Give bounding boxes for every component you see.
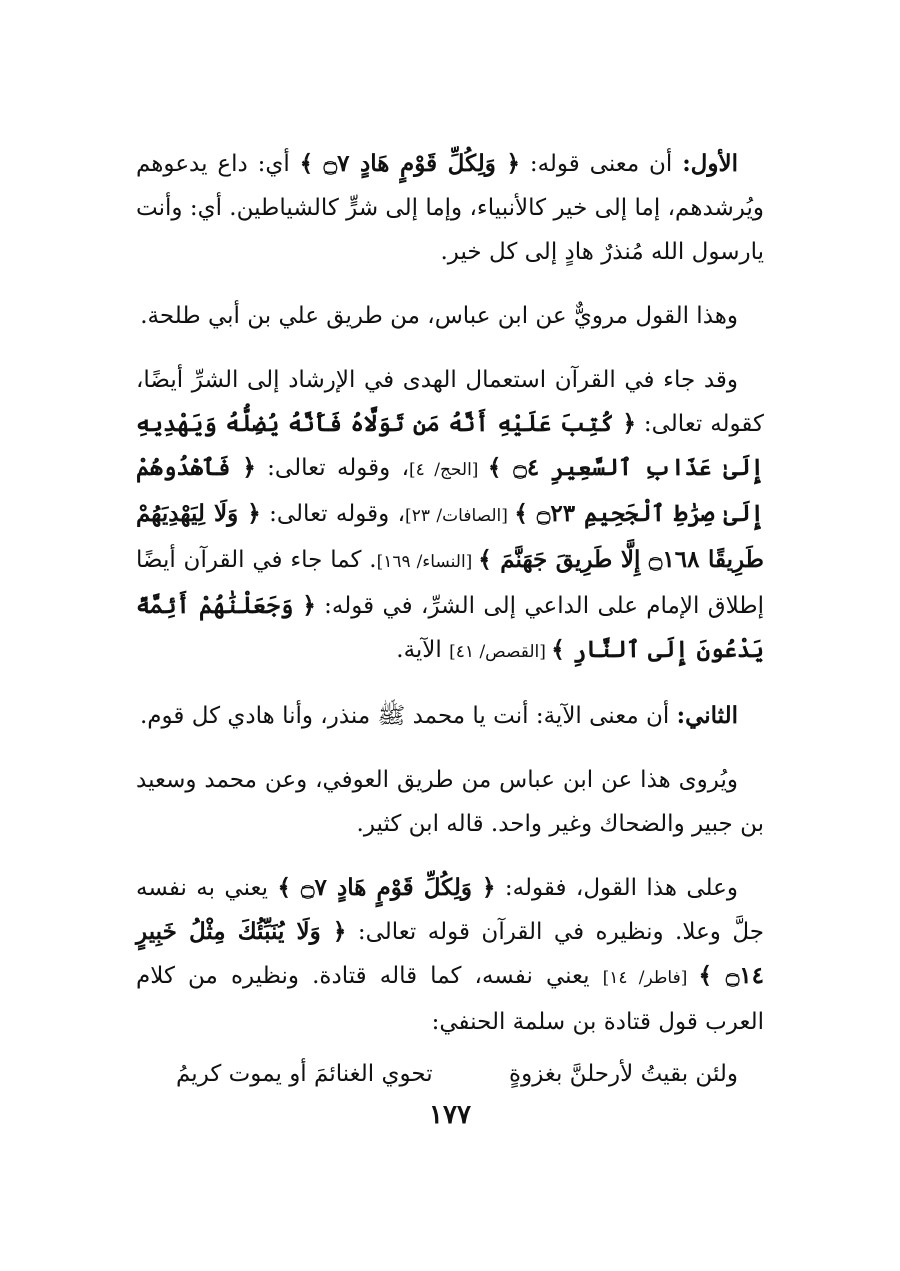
- poetry-verse: [136, 1052, 764, 1096]
- text: وقد جاء في القرآن استعمال الهدى في الإرشاد إلى الشرِّ أيضًا، كقوله تعالى:: [136, 367, 765, 437]
- text: ، وقوله تعالى:: [255, 455, 410, 481]
- verse-reference: [القصص/ ٤١]: [449, 642, 552, 662]
- paragraph-quran-usage: [136, 358, 764, 674]
- second-opinion-label: الثاني:: [676, 702, 738, 729]
- text: الآية.: [396, 637, 450, 663]
- text: أي: داع يدعوهم ويُرشدهم، إما إلى خير كالأنبياء، وإما إلى شرٍّ كالشياطين. أي: وأنت يارسول الله مُنذرٌ هادٍ إلى كل خير.: [136, 151, 764, 265]
- page-number: ١٧٧: [429, 1100, 471, 1130]
- verse-reference: [فاطر/ ١٤]: [602, 968, 699, 988]
- verse-reference: [الحج/ ٤]: [409, 460, 488, 480]
- text: أن معنى قوله:: [519, 151, 683, 177]
- text: ، وقوله تعالى:: [260, 501, 406, 527]
- text: أن معنى الآية: أنت يا محمد ﷺ منذر، وأنا هادي كل قوم.: [139, 703, 677, 729]
- quran-verse: ﴿ وَجَعَلْنَٰهُمْ أَئِمَّةً يَدْعُونَ إِلَى ٱلنَّارِ ﴾: [136, 592, 764, 663]
- paragraph-interpretation: [136, 866, 764, 1044]
- quran-verse: ﴿ كُتِبَ عَلَيْهِ أَنَّهُ مَن تَوَلَّاهُ فَأَنَّهُ يُضِلُّهُ وَيَهْدِيهِ إِلَىٰ عَذَابِ ٱلسَّعِيرِ ۝٤ ﴾: [136, 410, 764, 481]
- paragraph-first-opinion: [136, 142, 764, 274]
- page-body: [136, 142, 764, 1096]
- text: وعلى هذا القول، فقوله:: [495, 875, 738, 901]
- verse-second-hemistich: تحوي الغنائمَ أو يموت كريمُ: [176, 1061, 433, 1087]
- verse-reference: [النساء/ ١٦٩]: [376, 552, 479, 572]
- quran-verse: ﴿ فَٱهْدُوهُمْ إِلَىٰ صِرَٰطِ ٱلْجَحِيمِ ۝٢٣ ﴾: [136, 454, 765, 527]
- verse-reference: [الصافات/ ٢٣]: [405, 506, 515, 526]
- verse-first-hemistich: ولئن بقيتُ لأرحلنَّ بغزوةٍ: [509, 1061, 738, 1087]
- paragraph-narration: [136, 294, 764, 338]
- quran-verse: ﴿ وَلِكُلِّ قَوْمٍ هَادٍ ۝٧ ﴾: [277, 874, 496, 901]
- text: يعني به نفسه جلَّ وعلا. ونظيره في القرآن قوله تعالى:: [136, 875, 764, 945]
- paragraph-narration-2: [136, 758, 764, 846]
- quran-verse: ﴿ وَلِكُلِّ قَوْمٍ هَادٍ ۝٧ ﴾: [299, 150, 520, 177]
- text: وهذا القول مرويٌّ عن ابن عباس، من طريق علي بن أبي طلحة.: [140, 303, 738, 329]
- quran-verse: ﴿ وَلَا لِيَهْدِيَهُمْ طَرِيقًا ۝١٦٨ إِلَّا طَرِيقَ جَهَنَّمَ ﴾: [136, 500, 764, 573]
- paragraph-second-opinion: [136, 694, 764, 738]
- text: . كما جاء في القرآن أيضًا إطلاق الإمام على الداعي إلى الشرِّ، في قوله:: [136, 547, 764, 619]
- first-opinion-label: الأول:: [682, 150, 739, 177]
- quran-verse: ﴿ وَلَا يُنَبِّئُكَ مِثْلُ خَبِيرٍ ۝١٤ ﴾: [136, 918, 764, 989]
- text: يعني نفسه، كما قاله قتادة. ونظيره من كلام العرب قول قتادة بن سلمة الحنفي:: [136, 963, 764, 1035]
- text: ويُروى هذا عن ابن عباس من طريق العوفي، وعن محمد وسعيد بن جبير والضحاك وغير واحد. قاله ابن كثير.: [136, 767, 764, 837]
